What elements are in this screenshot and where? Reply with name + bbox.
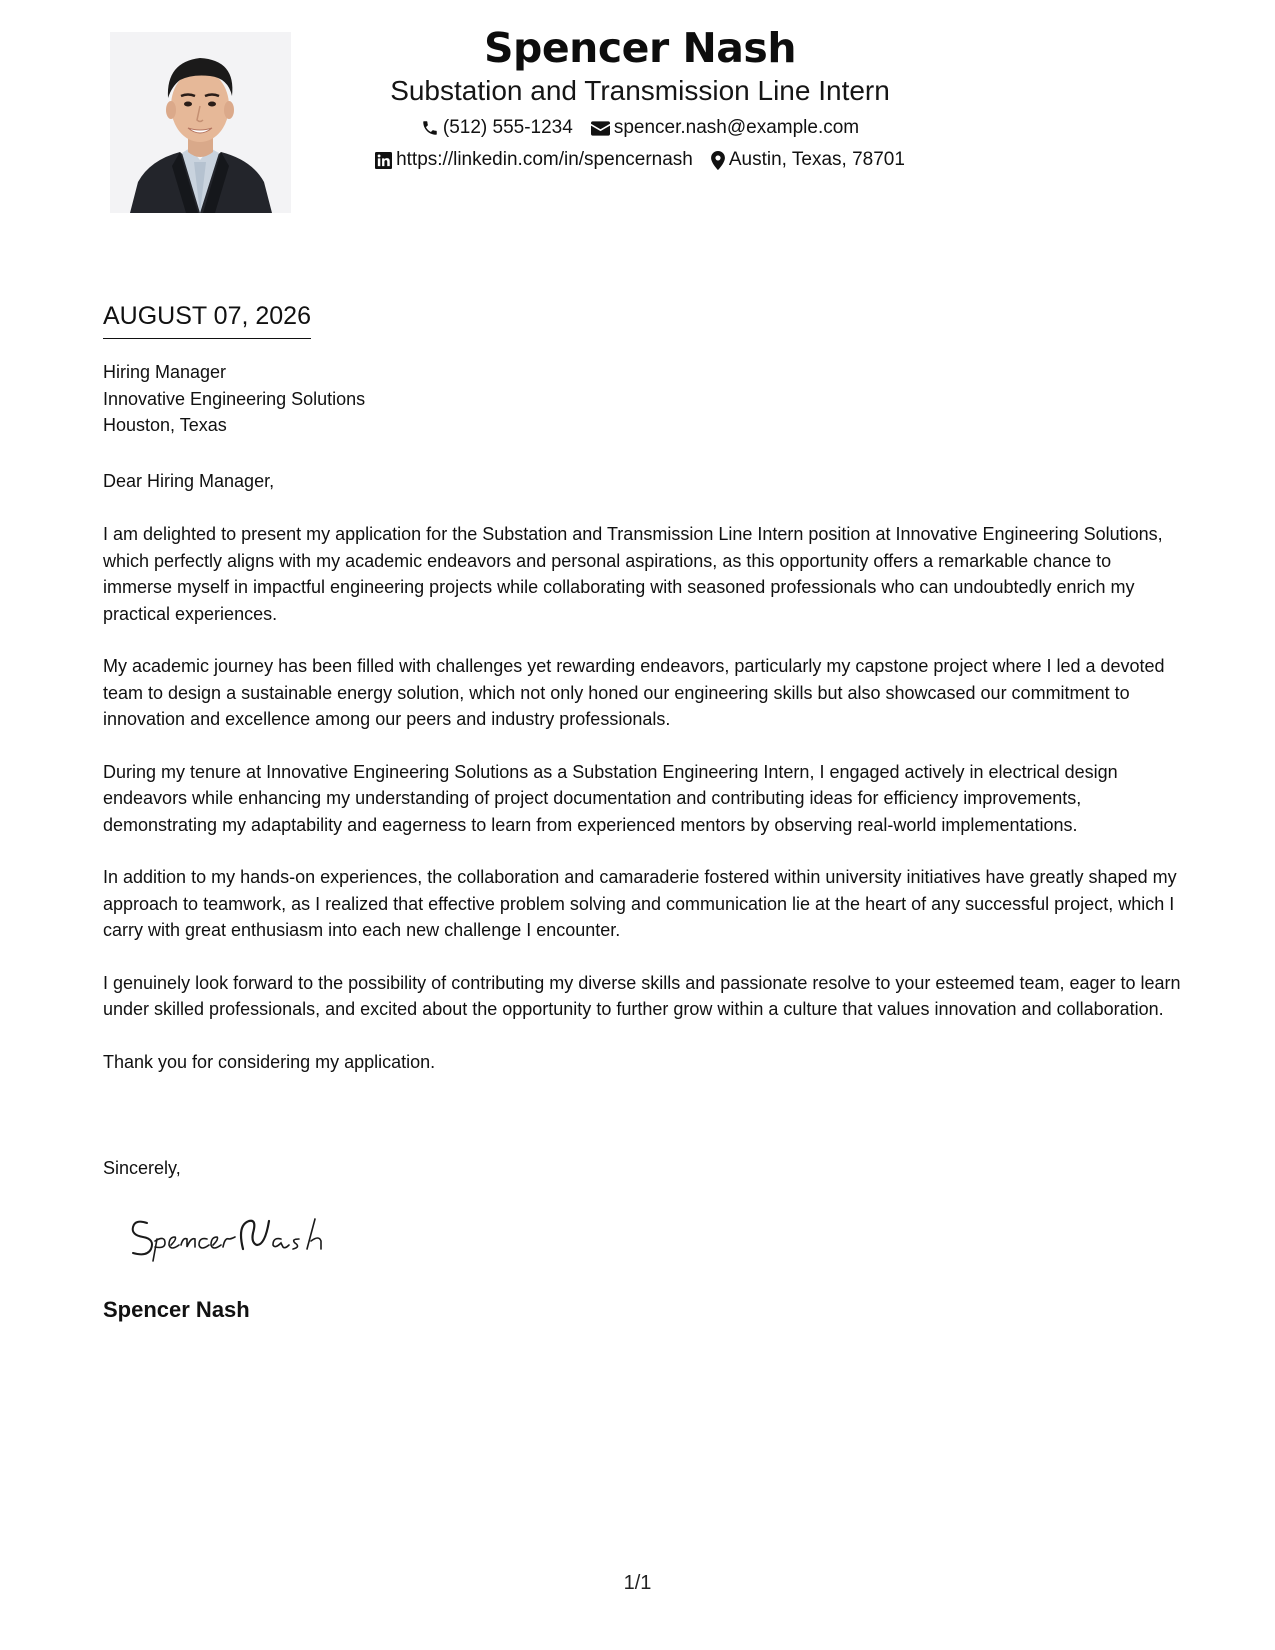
email-contact[interactable] — [591, 116, 859, 140]
paragraph-teamwork: In addition to my hands-on experiences, the collaboration and camaraderie fostered within university initiatives have greatly shaped my approach to teamwork, as I realized that effective problem solving and communication lie at the heart of any successful project, which I carry with great enthusiasm into each new challenge I encounter. — [103, 867, 1177, 940]
envelope-icon — [591, 121, 610, 136]
linkedin-text: https://linkedin.com/in/spencernash — [396, 149, 693, 170]
paragraph-intro: I am delighted to present my application for the Substation and Transmission Line Intern position at Innovative Engineering Solutions, which perfectly aligns with my academic endeavors and personal aspirations, as this opportunity offers a remarkable chance to immerse myself in impactful engineering projects while collaborating with seasoned professionals who can undoubtedly enrich my practical experiences. — [103, 524, 1163, 624]
paragraph-closing: I genuinely look forward to the possibility of contributing my diverse skills and passionate resolve to your esteemed team, eager to learn under skilled professionals, and excited about the opportunity to further grow within a culture that values innovation and collaboration. — [103, 972, 1181, 1019]
salutation: Dear Hiring Manager, — [103, 471, 275, 491]
applicant-name: Spencer Nash — [483, 24, 797, 72]
recipient-title: Hiring Manager — [103, 362, 227, 382]
paragraph-experience: During my tenure at Innovative Engineering Solutions as a Substation Engineering Intern, I engaged actively in electrical design endeavors while enhancing my understanding of project documentation and contributing ideas for efficiency improvements, demonstrating my adaptability and eagerness to learn from experienced mentors by observing real-world implementations. — [103, 761, 1118, 835]
recipient-company: Innovative Engineering Solutions — [103, 388, 366, 409]
letter-date: AUGUST 07, 2026 — [103, 300, 311, 339]
paragraph-thanks: Thank you for considering my application. — [103, 1051, 436, 1072]
phone-icon — [421, 119, 439, 137]
phone-text: (512) 555-1234 — [442, 117, 573, 138]
contact-row-2 — [330, 148, 950, 172]
recipient-block — [103, 359, 1183, 439]
letter-body — [103, 521, 1183, 1101]
phone-contact[interactable] — [421, 116, 573, 140]
linkedin-contact[interactable] — [375, 148, 693, 172]
closing: Sincerely, — [103, 1158, 181, 1178]
applicant-role: Substation and Transmission Line Intern — [390, 75, 890, 106]
map-pin-icon — [711, 151, 725, 170]
email-text: spencer.nash@example.com — [613, 117, 860, 138]
recipient-location: Houston, Texas — [103, 415, 227, 435]
signature-image — [125, 1205, 355, 1265]
profile-photo — [110, 32, 291, 213]
linkedin-icon — [375, 152, 392, 169]
location-text: Austin, Texas, 78701 — [728, 149, 905, 170]
location-contact — [711, 148, 905, 172]
paragraph-academic: My academic journey has been filled with challenges yet rewarding endeavors, particularly my capstone project where I led a devoted team to design a sustainable energy solution, which not only honed our engineering skills but also showcased our commitment to innovation and excellence among our peers and industry professionals. — [103, 656, 1165, 729]
page-number: 1/1 — [623, 1572, 652, 1594]
contact-row-1 — [330, 116, 950, 140]
header — [330, 22, 950, 172]
signer-name: Spencer Nash — [103, 1297, 250, 1322]
